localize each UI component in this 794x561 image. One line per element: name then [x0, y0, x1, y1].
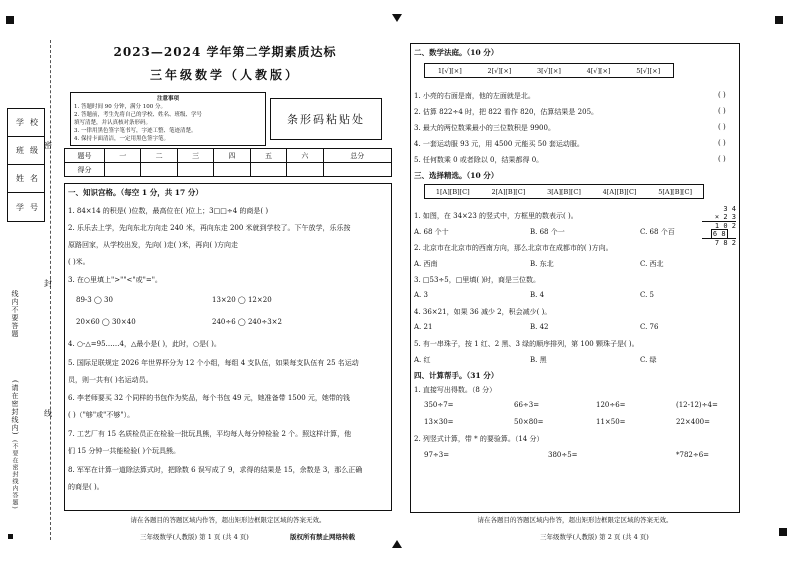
- s1-line: 们 15 分钟一共能检验( )个玩具熊。: [68, 447, 181, 455]
- class-label: 班级: [16, 146, 44, 155]
- fold-triangle-bottom: [392, 540, 402, 548]
- s1-line: 6. 李老师要买 32 个同样的书包作为奖品，每个书包 49 元，她准备带 1500 元，她带的钱: [68, 394, 350, 402]
- seal-char-2: 封: [44, 279, 52, 288]
- score-header: 总分: [323, 149, 391, 163]
- score-table: [64, 148, 392, 177]
- s1-line: ( )（"够"或"不够"）。: [68, 411, 135, 419]
- score-header: 题号: [65, 149, 105, 163]
- score-cell[interactable]: [141, 163, 177, 177]
- score-header: 三: [177, 149, 213, 163]
- mult-line: 1 0 2: [702, 221, 736, 230]
- calc-item: (12-12)÷4=: [676, 401, 718, 409]
- score-cell[interactable]: [105, 163, 141, 177]
- choice-option[interactable]: 4[A][B][C]: [602, 187, 637, 196]
- s3-q2-option: A. 西南: [414, 260, 438, 268]
- choice-option[interactable]: 3[A][B][C]: [547, 187, 581, 196]
- choice-option[interactable]: 1[A][B][C]: [435, 187, 470, 196]
- exam-subtitle: 三年级数学（人教版）: [149, 68, 300, 82]
- s2-line: 5. 任何数乘 0 或者除以 0，结果都得 0。: [414, 156, 544, 164]
- calc-item: 22×400=: [676, 418, 710, 426]
- s1-line: ( )米。: [68, 258, 90, 266]
- tf-option[interactable]: 3[√][×]: [537, 66, 561, 75]
- mult-line: × 2 3: [714, 213, 736, 221]
- copyright-note: 版权所有禁止网络转载: [290, 533, 355, 541]
- s1-line: 7. 工艺厂有 15 名质检员正在检验一批玩具熊，平均每人每分钟检验 2 个。照这样计算，他: [68, 430, 352, 438]
- score-cell[interactable]: [323, 163, 391, 177]
- calc-item: 350÷7=: [424, 401, 454, 409]
- s2-line: 2. 估算 822÷4 时，把 822 看作 820，估算结果是 205。: [414, 108, 599, 116]
- notice-heading: 注意事项: [156, 96, 179, 102]
- score-cell[interactable]: [214, 163, 250, 177]
- tf-option[interactable]: 4[√][×]: [586, 66, 611, 75]
- mult-boxed-partial: 6 8: [712, 230, 726, 238]
- section4-title: 四、计算帮手。（31 分）: [414, 371, 499, 380]
- s4-sub2: 2. 列竖式计算，带 * 的要验算。（14 分）: [414, 435, 544, 443]
- left-footer-warning: 请在各题目的答题区域内作答，超出矩形边框限定区域的答案无效。: [130, 516, 326, 524]
- s3-q2-option: B. 东北: [530, 260, 554, 268]
- s1-line: 3. 在○里填上">""<"或"="。: [68, 276, 162, 284]
- choice-option[interactable]: 5[A][B][C]: [658, 187, 693, 196]
- calc-item: 13×30=: [424, 418, 454, 426]
- tf-answer-box: [424, 63, 674, 78]
- s3-q4-option: C. 76: [640, 323, 659, 331]
- section2-title: 二、数学法庭。（10 分）: [414, 48, 499, 57]
- exam-title: 2023—2024 学年第二学期素质达标: [113, 45, 337, 59]
- fold-triangle-top: [392, 14, 402, 22]
- registration-mark-top-right: [775, 16, 783, 24]
- s2-bracket[interactable]: ( ): [718, 155, 726, 163]
- s4-sub1: 1. 直接写出得数。（8 分）: [414, 386, 497, 394]
- tf-option[interactable]: 5[√][×]: [636, 66, 661, 75]
- s2-bracket[interactable]: ( ): [718, 139, 726, 147]
- left-page-footer: 三年级数学(人教版) 第 1 页 (共 4 页): [140, 533, 249, 541]
- choice-option[interactable]: 2[A][B][C]: [491, 187, 526, 196]
- seal-line: [50, 40, 51, 540]
- s1-line: 4. ○-△=95……4，△最小是( )，此时，○是( )。: [68, 340, 221, 348]
- mult-line: [702, 230, 736, 238]
- compare-item: 240÷6 ◯ 240÷3×2: [212, 318, 282, 326]
- vertical-multiplication: [702, 205, 736, 247]
- mult-line: 7 8 2: [702, 238, 736, 247]
- s2-line: 4. 一套运动服 93 元，用 4500 元能买 50 套运动服。: [414, 140, 584, 148]
- score-row: [65, 163, 392, 177]
- s1-line: 8. 军军在计算一道除法算式时，把除数 6 误写成了 9，求得的结果是 15，余数是 3，那么正确: [68, 466, 363, 474]
- score-header: 五: [250, 149, 286, 163]
- s1-line: 5. 国际足联规定 2026 年世界杯分为 12 个小组，每组 4 支队伍，如果每支队伍有 25 名运动: [68, 359, 359, 367]
- calc-item: 11×50=: [596, 418, 626, 426]
- s3-q2: 2. 北京市在北京市的西南方向，那么北京市在成都市的( )方向。: [414, 244, 613, 252]
- compare-item: 89-3 ◯ 30: [76, 296, 113, 304]
- notice-line: 填写清楚，并认真核对条形码。: [74, 120, 152, 126]
- choice-answer-box: [424, 184, 704, 199]
- s3-q3-option: B. 4: [530, 291, 545, 299]
- s3-q1: 1. 如图，在 34×23 的竖式中，方框里的数表示( )。: [414, 212, 578, 220]
- s2-line: 1. 小亮的右面是南，他的左面就是北。: [414, 92, 535, 100]
- s3-q1-option: A. 68 个十: [414, 228, 449, 236]
- seal-note-3: (不要在密封线内答题): [11, 440, 18, 510]
- s3-q5-option: B. 黑: [530, 356, 547, 364]
- s3-q3-option: A. 3: [414, 291, 428, 299]
- s3-q4-option: A. 21: [414, 323, 433, 331]
- notice-line: 4. 保持卡面清洁，一定用黑色签字笔。: [74, 136, 169, 142]
- score-row-label: 得分: [65, 163, 105, 177]
- s2-line: 3. 最大的两位数乘最小的三位数积是 9900。: [414, 124, 555, 132]
- s1-line: 2. 乐乐去上学，先向东北方向走 240 米，再向东走 200 米就到学校了。下午放学，乐乐按: [68, 224, 351, 232]
- s3-q1-option: B. 68 个一: [530, 228, 565, 236]
- s3-q4-option: B. 42: [530, 323, 549, 331]
- s2-bracket[interactable]: ( ): [718, 91, 726, 99]
- compare-item: 20×60 ◯ 30×40: [76, 318, 136, 326]
- score-header: 一: [105, 149, 141, 163]
- score-cell[interactable]: [177, 163, 213, 177]
- tf-option[interactable]: 1[√][×]: [437, 66, 462, 75]
- registration-mark-bottom-left: [8, 534, 13, 539]
- seal-char-3: 线: [44, 409, 52, 418]
- calc-item: 50×80=: [514, 418, 544, 426]
- s1-line: 1. 84×14 的积是( )位数，最高位在( )位上；3□□÷4 的商是( ): [68, 207, 269, 215]
- s3-q3: 3. □53÷5，□里填( )时，商是三位数。: [414, 276, 541, 284]
- notice-line: 3. 一律用黑色签字笔书写，字迹工整、笔迹清楚。: [74, 128, 197, 134]
- right-footer-warning: 请在各题目的答题区域内作答，超出矩形边框限定区域的答案无效。: [477, 516, 673, 524]
- student-info-box: [7, 108, 45, 222]
- vertical-calc-item: 97÷3=: [424, 451, 450, 459]
- section3-title: 三、选择精选。（10 分）: [414, 171, 499, 180]
- s2-bracket[interactable]: ( ): [718, 107, 726, 115]
- score-cell[interactable]: [287, 163, 323, 177]
- calc-item: 66÷3=: [514, 401, 540, 409]
- s3-q5-option: C. 绿: [640, 356, 657, 364]
- score-header: 四: [214, 149, 250, 163]
- name-label: 姓名: [16, 174, 44, 183]
- school-label: 学校: [16, 118, 44, 127]
- s3-q3-option: C. 5: [640, 291, 655, 299]
- score-header-row: [65, 149, 392, 163]
- s3-q2-option: C. 西北: [640, 260, 664, 268]
- compare-item: 13×20 ◯ 12×20: [212, 296, 272, 304]
- score-cell[interactable]: [250, 163, 286, 177]
- student-id-label: 学号: [16, 202, 44, 212]
- calc-item: 120÷6=: [596, 401, 626, 409]
- s1-line: 的商是( )。: [68, 483, 104, 491]
- right-page-footer: 三年级数学(人教版) 第 2 页 (共 4 页): [540, 533, 649, 541]
- vertical-calc-item: 380÷5=: [548, 451, 578, 459]
- score-header: 二: [141, 149, 177, 163]
- s1-line: 原路回家，从学校出发，先向( )走( )米，再向( )方向走: [68, 241, 239, 249]
- s3-q1-option: C. 68 个百: [640, 228, 675, 236]
- mult-line: 3 4: [723, 205, 736, 213]
- s1-line: 员，则一共有( )名运动员。: [68, 376, 153, 384]
- s3-q5: 5. 有一串珠子，按 1 红、2 黑、3 绿的顺序排列，第 100 颗珠子是( )。: [414, 340, 639, 348]
- vertical-calc-item: *782÷6=: [676, 451, 710, 459]
- section1-title: 一、知识宫格。（每空 1 分，共 17 分）: [68, 188, 203, 197]
- tf-option[interactable]: 2[√][×]: [487, 66, 512, 75]
- seal-note-2: (请在密封线内): [11, 380, 19, 436]
- registration-mark-top-left: [6, 16, 14, 24]
- registration-mark-bottom-right: [779, 528, 787, 536]
- s3-q4: 4. 36×21，如果 36 减少 2，积会减少( )。: [414, 308, 552, 316]
- score-header: 六: [287, 149, 323, 163]
- s3-q5-option: A. 红: [414, 356, 431, 364]
- s2-bracket[interactable]: ( ): [718, 123, 726, 131]
- seal-note: 线内不要答题: [11, 290, 19, 338]
- notice-line: 2. 答题前，考生先将自己的学校、姓名、班级、学号: [74, 112, 202, 118]
- notice-box: [70, 92, 266, 146]
- seal-char-1: 密: [44, 141, 52, 150]
- notice-line: 1. 答题时间 90 分钟，满分 100 分。: [74, 104, 166, 110]
- barcode-area: 条形码粘贴处: [270, 98, 382, 140]
